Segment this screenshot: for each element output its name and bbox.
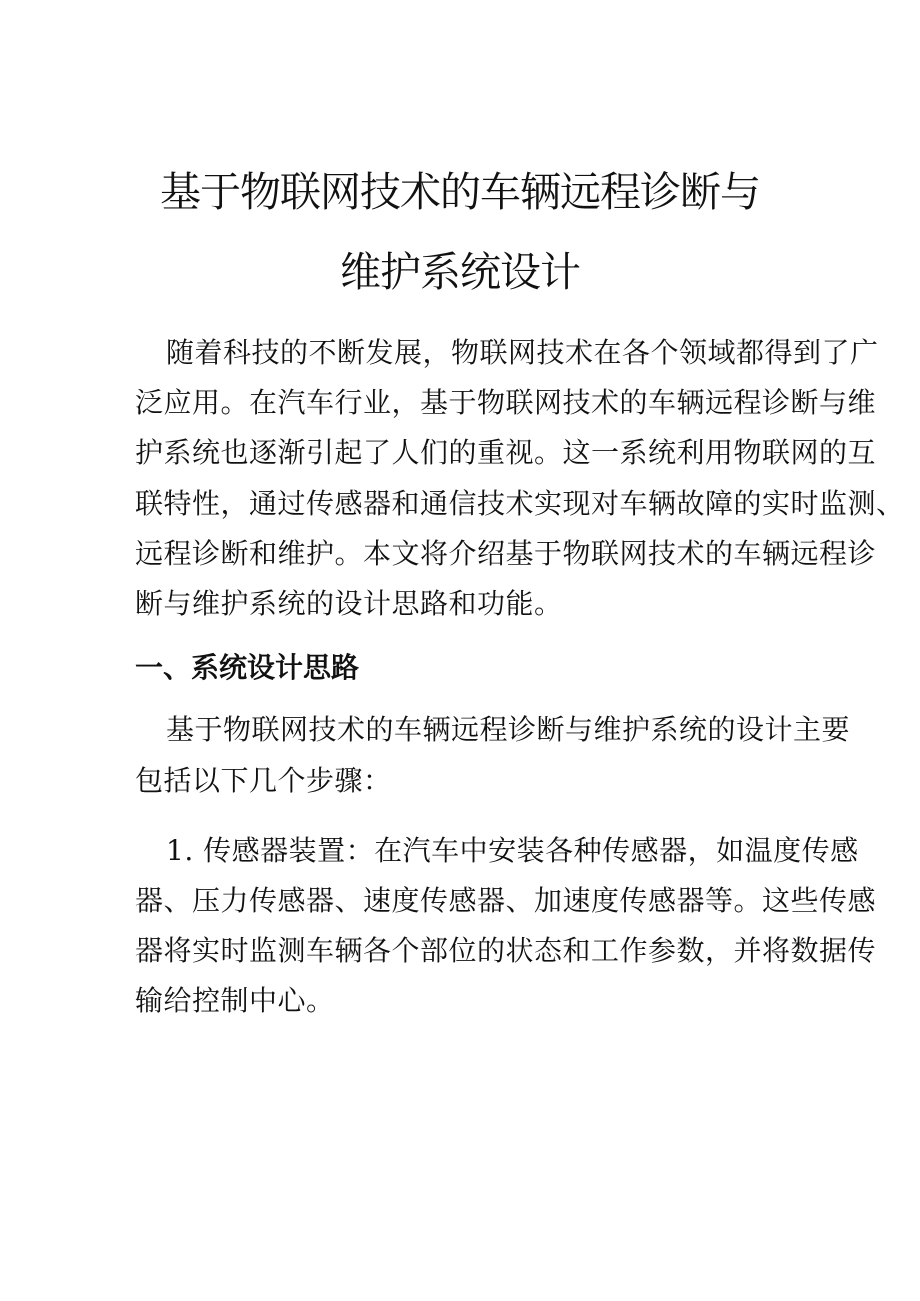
intro-line-3: 护系统也逐渐引起了人们的重视。这一系统利用物联网的互 — [135, 436, 877, 469]
step-1-line-2: 器、压力传感器、速度传感器、加速度传感器等。这些传感 — [135, 884, 877, 917]
intro-line-6: 断与维护系统的设计思路和功能。 — [135, 587, 563, 620]
document-title-line-1: 基于物联网技术的车辆远程诊断与 — [160, 168, 760, 216]
intro-line-4: 联特性，通过传感器和通信技术实现对车辆故障的实时监测、 — [135, 487, 905, 520]
section-1-line-1: 基于物联网技术的车辆远程诊断与维护系统的设计主要 — [166, 713, 851, 746]
document-title-line-2: 维护系统设计 — [340, 248, 580, 296]
intro-line-5: 远程诊断和维护。本文将介绍基于物联网技术的车辆远程诊 — [135, 537, 877, 570]
step-1-line-1: 1. 传感器装置：在汽车中安装各种传感器，如温度传感 — [166, 834, 859, 867]
step-1-line-3: 器将实时监测车辆各个部位的状态和工作参数，并将数据传 — [135, 934, 877, 967]
intro-line-1: 随着科技的不断发展，物联网技术在各个领域都得到了广 — [166, 336, 879, 369]
section-1-line-2: 包括以下几个步骤： — [135, 764, 392, 797]
section-heading-1: 一、系统设计思路 — [135, 651, 360, 684]
step-1-line-4: 输给控制中心。 — [135, 984, 335, 1017]
intro-line-2: 泛应用。在汽车行业，基于物联网技术的车辆远程诊断与维 — [135, 386, 877, 419]
